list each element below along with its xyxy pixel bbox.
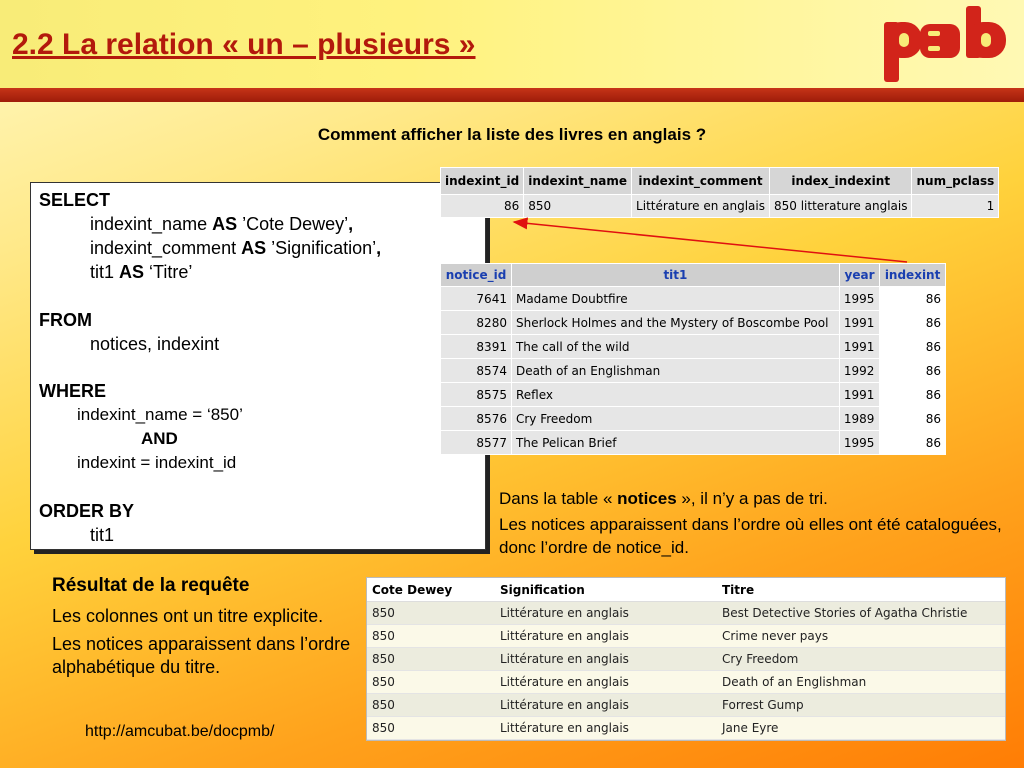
sql-and-keyword: AND (141, 429, 178, 448)
table-cell: Cry Freedom (717, 648, 1005, 671)
column-header[interactable]: index_indexint (770, 168, 912, 194)
table-cell[interactable]: The Pelican Brief (512, 431, 839, 454)
table-cell: 1995 (840, 287, 879, 310)
table-cell: Crime never pays (717, 625, 1005, 648)
table-cell: 86 (880, 383, 945, 406)
table-row (441, 335, 945, 358)
table-cell: 8576 (441, 407, 511, 430)
indexint-table (440, 167, 999, 218)
table-cell: 850 (367, 625, 495, 648)
table-cell: 8574 (441, 359, 511, 382)
column-header[interactable]: year (840, 264, 879, 286)
table-cell: Forrest Gump (717, 694, 1005, 717)
result-notes (52, 605, 362, 684)
table-cell: 850 (367, 694, 495, 717)
sql-where-keyword: WHERE (39, 381, 106, 401)
table-cell: 8577 (441, 431, 511, 454)
table-cell: 850 (367, 648, 495, 671)
description-line-1: Dans la table « notices », il n’y a pas de tri. (499, 489, 828, 508)
source-url[interactable]: http://amcubat.be/docpmb/ (85, 723, 275, 740)
column-header[interactable]: tit1 (512, 264, 839, 286)
sql-from-keyword: FROM (39, 310, 92, 330)
result-table (366, 577, 1006, 741)
table-row (367, 625, 1005, 648)
table-row (367, 648, 1005, 671)
column-header[interactable]: indexint (880, 264, 945, 286)
sql-select-line-1: indexint_name AS ’Cote Dewey’, (90, 214, 354, 234)
table-cell: Best Detective Stories of Agatha Christie (717, 602, 1005, 625)
table-cell: 86 (880, 359, 945, 382)
table-cell: 8391 (441, 335, 511, 358)
table-cell[interactable]: Cry Freedom (512, 407, 839, 430)
table-cell: 850 (367, 602, 495, 625)
table-row (441, 431, 945, 454)
table-cell: Littérature en anglais (495, 694, 717, 717)
notices-table (440, 263, 946, 455)
table-cell: 1991 (840, 383, 879, 406)
column-header[interactable]: indexint_name (524, 168, 631, 194)
column-header[interactable]: notice_id (441, 264, 511, 286)
table-cell: 850 (367, 717, 495, 740)
question-text: Comment afficher la liste des livres en anglais ? (317, 125, 707, 144)
table-cell: Littérature en anglais (495, 717, 717, 740)
table-row (367, 602, 1005, 625)
table-cell[interactable]: Madame Doubtfire (512, 287, 839, 310)
result-note-2: Les notices apparaissent dans l’ordre alphabétique du titre. (52, 634, 351, 677)
table-cell: 1989 (840, 407, 879, 430)
column-header: Cote Dewey (367, 578, 495, 602)
table-row (441, 311, 945, 334)
table-cell: 7641 (441, 287, 511, 310)
sql-from-tables: notices, indexint (90, 334, 220, 354)
sql-where-condition-2: indexint = indexint_id (77, 453, 237, 472)
table-cell: 1995 (840, 431, 879, 454)
sql-select-keyword: SELECT (39, 190, 111, 210)
table-cell: Littérature en anglais (495, 648, 717, 671)
table-cell: 86 (880, 431, 945, 454)
table-cell: 1992 (840, 359, 879, 382)
table-cell[interactable]: Death of an Englishman (512, 359, 839, 382)
table-row (441, 383, 945, 406)
table-cell: 1991 (840, 311, 879, 334)
column-header: Titre (717, 578, 1005, 602)
table-cell: 1991 (840, 335, 879, 358)
sql-order-keyword: ORDER BY (39, 501, 135, 521)
table-cell: 850 litterature anglais (770, 195, 912, 217)
table-cell: Littérature en anglais (495, 671, 717, 694)
table-cell: Littérature en anglais (495, 625, 717, 648)
table-header-row (441, 264, 945, 286)
column-header[interactable]: num_pclass (912, 168, 998, 194)
table-row (441, 195, 998, 217)
table-cell: Jane Eyre (717, 717, 1005, 740)
table-row (367, 694, 1005, 717)
pmb-logo (876, 2, 1014, 84)
sql-order-column: tit1 (90, 525, 115, 545)
result-note-1: Les colonnes ont un titre explicite. (52, 606, 324, 626)
table-header-row (367, 578, 1005, 602)
table-cell[interactable]: Reflex (512, 383, 839, 406)
table-cell: 86 (880, 311, 945, 334)
table-row (441, 287, 945, 310)
table-row (441, 407, 945, 430)
table-header-row (441, 168, 998, 194)
sql-where-condition-1: indexint_name = ‘850’ (77, 405, 243, 424)
table-cell: 850 (367, 671, 495, 694)
table-cell: 8575 (441, 383, 511, 406)
sql-select-line-2: indexint_comment AS ’Signification’, (90, 238, 382, 258)
table-row (367, 671, 1005, 694)
table-cell: 86 (880, 407, 945, 430)
column-header[interactable]: indexint_comment (632, 168, 769, 194)
table-row (367, 717, 1005, 740)
table-cell: Littérature en anglais (632, 195, 769, 217)
notices-description (499, 487, 1009, 562)
table-cell: 1 (912, 195, 998, 217)
sql-select-line-3: tit1 AS ‘Titre’ (90, 262, 193, 282)
table-cell: Death of an Englishman (717, 671, 1005, 694)
table-cell: 8280 (441, 311, 511, 334)
table-cell: 850 (524, 195, 631, 217)
column-header: Signification (495, 578, 717, 602)
table-cell: 86 (880, 335, 945, 358)
result-heading: Résultat de la requête (52, 575, 250, 596)
table-row (441, 359, 945, 382)
slide-title: 2.2 La relation « un – plusieurs » (12, 28, 476, 61)
description-line-2: Les notices apparaissent dans l’ordre où elles ont été cataloguées, donc l’ordre de notice_id. (499, 515, 1002, 557)
header-divider (0, 88, 1024, 102)
table-cell: Littérature en anglais (495, 602, 717, 625)
table-cell[interactable]: The call of the wild (512, 335, 839, 358)
table-cell: 86 (880, 287, 945, 310)
table-cell: 86 (441, 195, 523, 217)
column-header[interactable]: indexint_id (441, 168, 523, 194)
sql-query-box (30, 182, 486, 550)
table-cell[interactable]: Sherlock Holmes and the Mystery of Boscombe Pool (512, 311, 839, 334)
